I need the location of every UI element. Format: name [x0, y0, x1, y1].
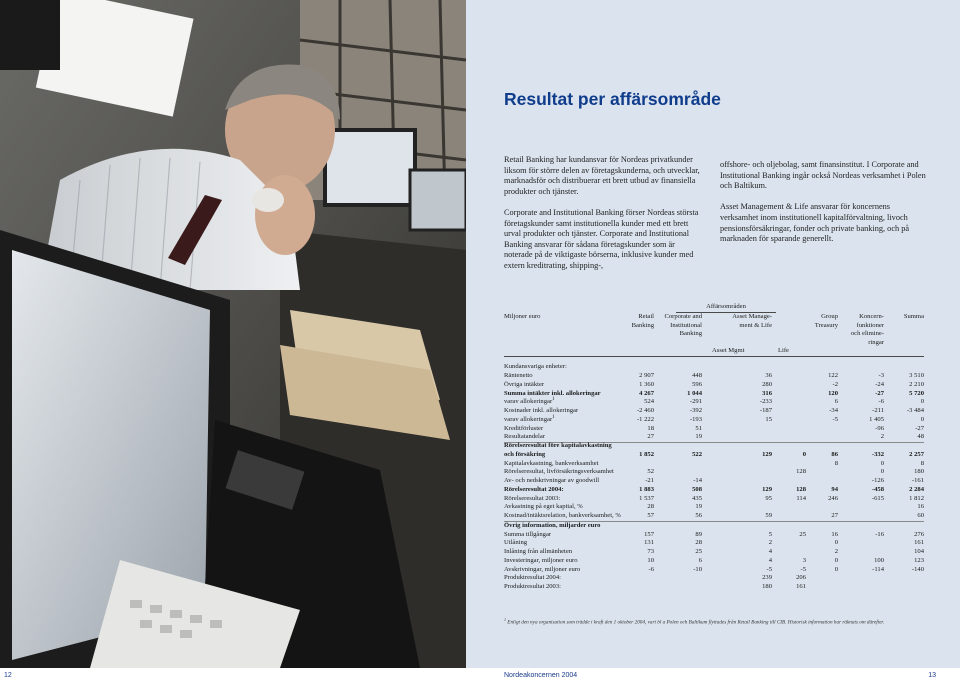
row-label: Produktresultat 2004:: [504, 574, 561, 582]
table-cell: 129: [762, 450, 772, 458]
right-page-number: 13: [928, 672, 936, 679]
table-cell: 0: [802, 450, 806, 458]
table-cell: 16: [831, 530, 838, 538]
table-cell: 596: [692, 380, 702, 388]
table-cell: -14: [693, 477, 702, 484]
table-cell: -96: [875, 424, 884, 432]
table-cell: -6: [878, 398, 884, 406]
table-row: [504, 486, 924, 495]
table-cell: -10: [693, 565, 702, 573]
row-label: Resultatandelar: [504, 433, 546, 441]
table-cell: -114: [872, 565, 884, 573]
table-cell: 60: [917, 512, 924, 519]
table-cell: 36: [765, 372, 772, 379]
table-row: [504, 539, 924, 548]
table-cell: 0: [920, 415, 924, 423]
row-label: Summa tillgångar: [504, 530, 552, 538]
table-cell: -291: [689, 398, 702, 406]
table-cell: 104: [914, 548, 924, 555]
table-row: [504, 503, 924, 512]
table-cell: 522: [692, 450, 702, 458]
table-row: [504, 459, 924, 468]
table-cell: 1 852: [639, 450, 654, 458]
table-cell: 3 510: [909, 372, 924, 379]
table-row: [504, 407, 924, 416]
row-label: Avkastning på eget kapital, %: [504, 503, 583, 511]
table-cell: -3: [878, 372, 884, 379]
table-cell: -34: [829, 407, 838, 414]
table-cell: 15: [765, 415, 772, 423]
table-cell: 57: [647, 512, 654, 519]
col-header-koncernfunktioner: Koncern- funktioner och elimine- ringar: [850, 313, 884, 346]
table-cell: 114: [796, 494, 806, 502]
table-cell: 1 360: [639, 380, 654, 388]
table-row: [504, 468, 924, 477]
table-cell: -2 460: [636, 407, 654, 414]
table-cell: 16: [917, 503, 924, 511]
table-cell: 5: [768, 530, 772, 538]
left-page-number: 12: [4, 672, 12, 679]
paragraph-cib-cont: offshore- och oljebolag, samt finansinstitut. I Corporate and Institutional Banking ingår också Nordeas verksamhet i Polen och Baltikum.: [720, 160, 926, 191]
row-label: Kreditförluster: [504, 424, 544, 432]
table-cell: 86: [831, 450, 838, 458]
office-photo-image: [0, 0, 466, 668]
page-footer: [0, 668, 960, 683]
table-cell: 161: [796, 583, 806, 590]
table-cell: 94: [831, 485, 838, 493]
table-cell: -2: [832, 380, 838, 388]
table-row: [504, 583, 924, 592]
table-cell: 316: [762, 389, 772, 397]
table-row: [504, 398, 924, 407]
table-cell: 435: [692, 494, 702, 502]
table-cell: -187: [759, 407, 772, 414]
table-cell: 0: [834, 565, 838, 573]
row-label: Kostnad/intäktsrelation, bankverksamhet, %: [504, 512, 621, 519]
table-row: [504, 416, 924, 425]
row-label: Produktresultat 2003:: [504, 583, 561, 590]
row-label: Av- och nedskrivningar av goodwill: [504, 477, 600, 484]
row-label: Rörelseresultat, livförsäkringsverksamhet: [504, 468, 614, 476]
table-row: [504, 381, 924, 390]
table-row: [504, 530, 924, 539]
table-row: [504, 389, 924, 398]
col-header-retail: Retail Banking: [631, 313, 654, 329]
table-cell: 18: [647, 424, 654, 432]
table-cell: -211: [872, 407, 884, 414]
table-cell: 52: [647, 468, 654, 476]
table-cell: 180: [914, 468, 924, 476]
table-cell: 1 883: [639, 485, 654, 493]
table-row: [504, 363, 924, 372]
table-cell: 508: [692, 485, 702, 493]
table-cell: -16: [875, 530, 884, 538]
table-cell: -392: [689, 407, 702, 414]
sub-header-row: [504, 347, 924, 357]
intro-column-left: [504, 155, 704, 282]
table-cell: 524: [644, 398, 654, 406]
table-cell: 0: [880, 459, 884, 467]
table-cell: 27: [647, 433, 654, 441]
table-footnote: [504, 616, 924, 627]
table-cell: 2 210: [909, 380, 924, 388]
table-cell: 8: [834, 459, 838, 467]
table-row: [504, 557, 924, 566]
table-cell: -126: [871, 477, 884, 484]
table-cell: -24: [875, 380, 884, 388]
table-cell: 157: [644, 530, 654, 538]
table-row: [504, 574, 924, 583]
row-label: Rörelseresultat 2004:: [504, 485, 564, 493]
table-cell: 2: [880, 433, 884, 441]
table-row: [504, 548, 924, 557]
table-cell: 73: [647, 548, 654, 555]
table-cell: 2: [834, 548, 838, 555]
table-cell: -615: [871, 494, 884, 502]
table-cell: -161: [911, 477, 924, 484]
table-cell: 19: [695, 433, 702, 441]
table-cell: 161: [914, 539, 924, 547]
table-cell: 2 907: [639, 372, 654, 379]
table-cell: 25: [799, 530, 806, 538]
table-row: [504, 522, 924, 531]
table-cell: 123: [914, 556, 924, 564]
table-cell: 3: [802, 556, 806, 564]
table-cell: 246: [828, 494, 838, 502]
row-label: Rörelseresultat före kapitalavkastning och försäkring: [504, 442, 612, 458]
row-label: Avskrivningar, miljoner euro: [504, 565, 581, 573]
table-cell: 51: [695, 424, 702, 432]
table-cell: 131: [644, 539, 654, 547]
table-cell: 2: [768, 539, 772, 547]
table-cell: 0: [920, 398, 924, 406]
table-row: [504, 565, 924, 574]
table-cell: 4: [768, 556, 772, 564]
sub-header-life: Life: [778, 347, 789, 354]
col-header-cib: Corporate and Institutional Banking: [664, 313, 702, 337]
table-cell: 276: [914, 530, 924, 538]
table-cell: 28: [647, 503, 654, 511]
page-title: Resultat per affärsområde: [504, 89, 721, 109]
table-cell: 239: [762, 574, 772, 582]
row-label: Övrig information, miljarder euro: [504, 521, 601, 529]
row-label: varav allokeringar$^1$: [504, 397, 555, 406]
row-label: Övriga intäkter: [504, 380, 545, 388]
table-cell: -332: [871, 450, 884, 458]
table-row: [504, 494, 924, 503]
table-cell: 95: [765, 494, 772, 502]
table-cell: -6: [648, 565, 654, 573]
table-cell: -5: [832, 415, 838, 423]
table-cell: -1 222: [636, 415, 654, 423]
table-cell: 2 257: [909, 450, 924, 458]
table-cell: 56: [695, 512, 702, 519]
table-cell: -193: [689, 415, 702, 423]
table-cell: 89: [695, 530, 702, 538]
row-label: Räntenetto: [504, 372, 533, 379]
table-cell: -140: [911, 565, 924, 573]
paragraph-cib: Corporate and Institutional Banking förser Nordeas största företagskunder samt institutionella kunder med ett brett urval produkter och tjänster. Corporate and Institutional Banking ansvarar för sådana företagskunder som är noterade på de viktigaste börserna, inklusive kunder med extern kreditrating, shipping-,: [504, 207, 699, 270]
table-cell: 6: [834, 398, 838, 406]
table-cell: -27: [875, 389, 884, 397]
table-cell: 2 284: [909, 485, 924, 493]
row-label: Inlåning från allmänheten: [504, 548, 573, 555]
table-cell: 0: [834, 556, 838, 564]
table-row: [504, 424, 924, 433]
row-label: Rörelseresultat 2003:: [504, 494, 561, 502]
table-row: [504, 512, 924, 522]
table-cell: 1 812: [909, 494, 924, 502]
table-cell: 48: [917, 433, 924, 441]
office-photo: [0, 0, 466, 668]
publication-name: Nordeakoncernen 2004: [504, 672, 578, 679]
table-cell: 448: [692, 372, 702, 379]
table-cell: 1 537: [639, 494, 654, 502]
table-cell: 5 720: [909, 389, 924, 397]
table-cell: 129: [762, 485, 772, 493]
col-header-summa: Summa: [903, 313, 924, 320]
paragraph-retail: Retail Banking har kundansvar för Nordeas privatkunder liksom för större delen av företagskunderna, och utvecklar, marknadsför och distribuerar ett brett utbud av finansiella produkter och tjänster.: [504, 155, 700, 196]
table-cell: 59: [765, 512, 772, 519]
table-cell: 8: [920, 459, 924, 467]
table-cell: 6: [698, 556, 702, 564]
table-cell: -3 484: [906, 407, 924, 414]
row-label: Kapitalavkastning, bankverksamhet: [504, 459, 599, 467]
table-cell: 120: [828, 389, 838, 397]
table-cell: 4: [768, 548, 772, 555]
group-header: Affärsområden: [706, 303, 746, 310]
row-label-header: Miljoner euro: [504, 313, 541, 320]
table-cell: 206: [796, 574, 806, 582]
table-row: [504, 443, 924, 460]
table-cell: -21: [645, 477, 654, 484]
table-cell: 128: [796, 485, 806, 493]
col-header-group-treasury: Group Treasury: [814, 313, 838, 329]
table-cell: -5: [766, 565, 772, 573]
table-cell: 122: [828, 372, 838, 379]
footnote-text: Enligt den nya organisation som trädde i kraft den 1 oktober 2004, vari bl a Polen och Baltikum flyttades från Retail Banking till CIB. Historisk information har räknats om därefter.: [507, 619, 885, 626]
table-row: [504, 372, 924, 381]
table-cell: -27: [915, 424, 924, 432]
col-header-asset-mgmt-life: Asset Manage- ment & Life: [732, 313, 772, 329]
table-cell: 4 267: [639, 389, 654, 397]
table-cell: 1 405: [869, 415, 884, 423]
table-cell: 27: [831, 512, 838, 519]
table-cell: 25: [695, 548, 702, 555]
table-cell: 28: [695, 539, 702, 547]
table-cell: -233: [759, 398, 772, 406]
row-label: Utlåning: [504, 539, 528, 547]
row-label: Kundansvariga enheter:: [504, 363, 567, 371]
table-cell: 180: [762, 583, 772, 590]
row-label: Kostnader inkl. allokeringar: [504, 407, 579, 414]
intro-column-right: [720, 160, 928, 255]
table-cell: 19: [695, 503, 702, 511]
table-cell: -458: [871, 485, 884, 493]
table-body: [504, 363, 924, 592]
table-cell: 1 044: [687, 389, 702, 397]
footnote-mark: 1: [504, 617, 506, 622]
sub-header-asset-mgmt: Asset Mgmt: [712, 347, 745, 354]
row-label: Investeringar, miljoner euro: [504, 556, 578, 564]
table-cell: -5: [800, 565, 806, 573]
table-cell: 100: [874, 556, 884, 564]
table-cell: 0: [880, 468, 884, 476]
table-cell: 0: [834, 539, 838, 547]
table-cell: 10: [647, 556, 654, 564]
paragraph-asset-mgmt: Asset Management & Life ansvarar för koncernens verksamhet inom institutionell kapitalförvaltning, livoch pensionsförsäkringar, fonder och private banking, och på marknaden för sparande generellt.: [720, 202, 910, 244]
table-cell: 128: [796, 468, 806, 476]
row-label: varav allokeringar$^1$: [504, 414, 555, 423]
table-cell: 280: [762, 380, 772, 388]
table-row: [504, 477, 924, 486]
row-label: Summa intäkter inkl. allokeringar: [504, 389, 601, 397]
